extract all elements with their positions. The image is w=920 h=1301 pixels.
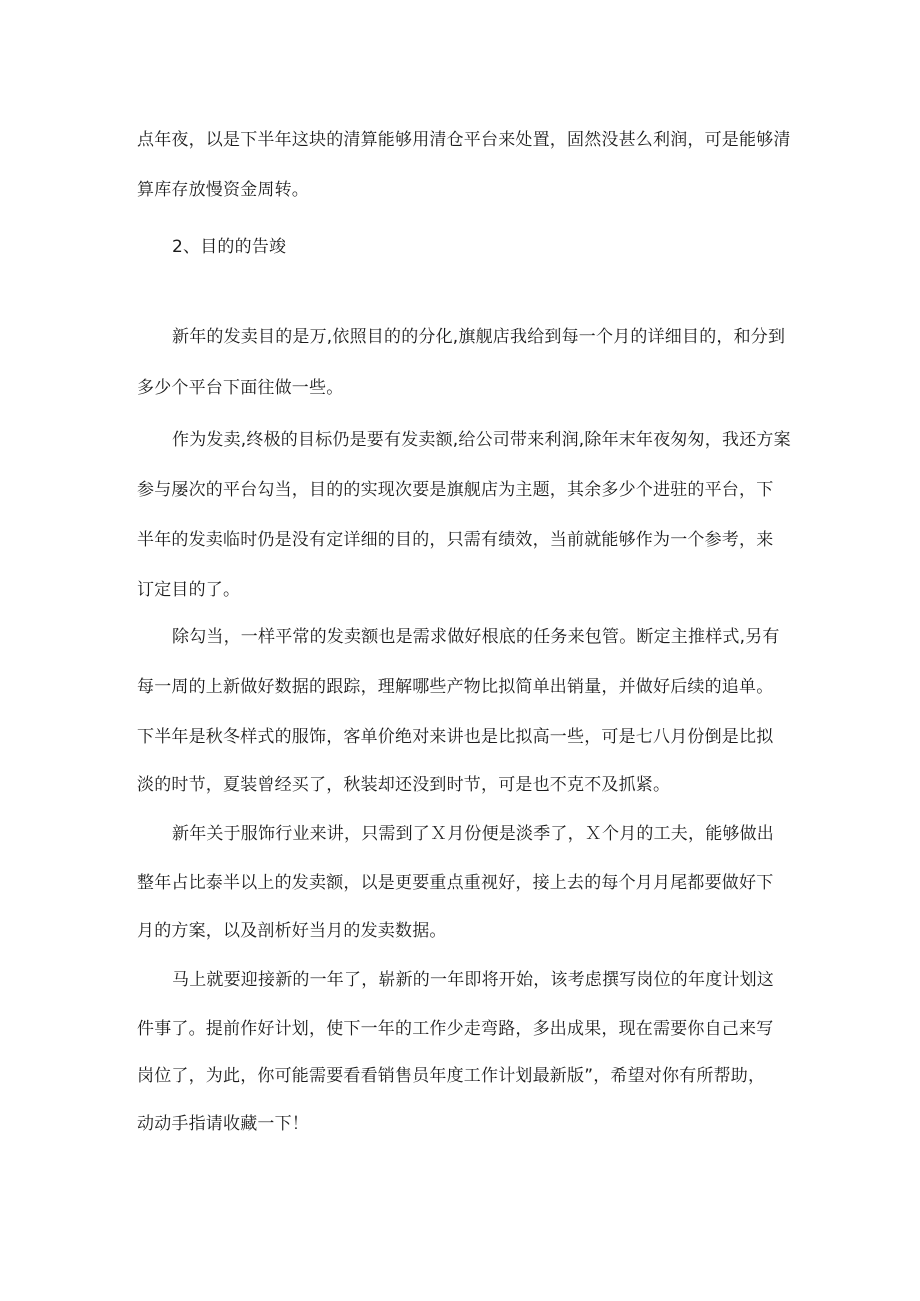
text-line: 岗位了，为此，你可能需要看看销售员年度工作计划最新版”，希望对你有所帮助， [137,1066,766,1086]
text-line: 马上就要迎接新的一年了，崭新的一年即将开始，该考虑撰写岗位的年度计划这 [172,970,774,990]
text-line: 作为发卖,终极的目标仍是要有发卖额,给公司带来利润,除年末年夜匆匆，我还方案 [172,430,791,450]
text-line: 多少个平台下面往做一些。 [137,378,344,398]
text-line: 半年的发卖临时仍是没有定详细的目的，只需有绩效，当前就能够作为一个参考，来 [137,530,774,550]
text-line: 参与屡次的平台勾当，目的的实现次要是旗舰店为主题，其余多少个进驻的平台，下 [137,480,774,500]
text-line: 件事了。提前作好计划，使下一年的工作少走弯路，多出成果，现在需要你自己来写 [137,1019,774,1039]
text-line: 除勾当，一样平常的发卖额也是需求做好根底的任务来包管。断定主推样式,另有 [172,627,780,647]
text-line: 新年关于服饰行业来讲，只需到了Ｘ月份便是淡季了，Ｘ个月的工夫，能够做出 [172,824,774,844]
section-heading: 2、目的的告竣 [172,237,287,257]
text-line: 下半年是秋冬样式的服饰，客单价绝对来讲也是比拟高一些，可是七八月份倒是比拟 [137,727,774,747]
text-line: 动动手指请收藏一下！ [137,1114,309,1134]
text-line: 整年占比泰半以上的发卖额，以是更要重点重视好，接上去的每个月月尾都要做好下 [137,873,774,893]
text-line: 算库存放慢资金周转。 [137,180,309,200]
text-line: 新年的发卖目的是万,依照目的的分化,旗舰店我给到每一个月的详细目的，和分到 [172,327,786,347]
text-line: 订定目的了。 [137,580,241,600]
text-line: 点年夜，以是下半年这块的清算能够用清仓平台来处置，固然没甚么利润，可是能够清 [137,130,791,150]
text-line: 每一周的上新做好数据的跟踪，理解哪些产物比拟简单出销量，并做好后续的追单。 [137,677,774,697]
text-line: 淡的时节，夏装曾经买了，秋装却还没到时节，可是也不克不及抓紧。 [137,775,671,795]
text-line: 月的方案，以及剖析好当月的发卖数据。 [137,921,447,941]
